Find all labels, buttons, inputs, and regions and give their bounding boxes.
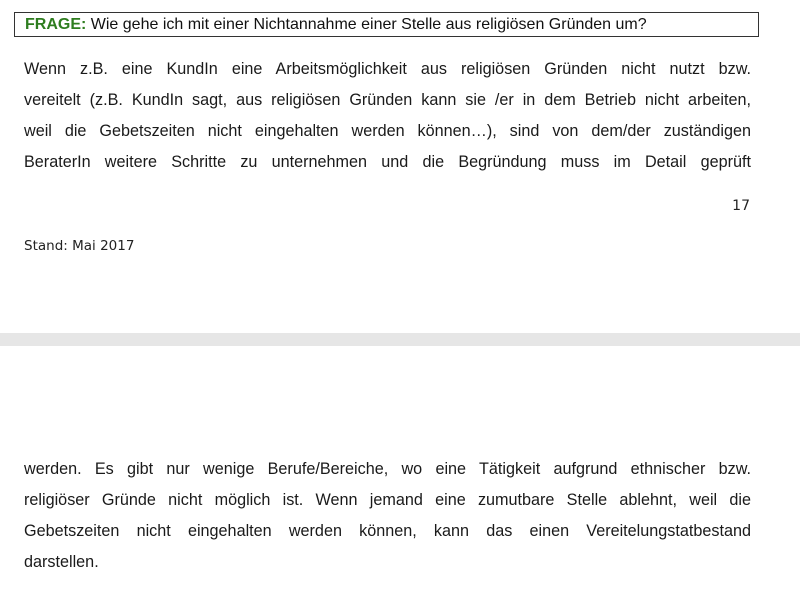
document-page-bottom bbox=[0, 346, 800, 593]
paragraph-line: Wenn z.B. eine KundIn eine Arbeitsmöglichkeit aus religiösen Gründen nicht nutzt bzw. bbox=[24, 60, 751, 78]
paragraph-line: weil die Gebetszeiten nicht eingehalten werden können…), sind von dem/der zuständigen bbox=[24, 122, 751, 140]
body-paragraph-2 bbox=[24, 454, 751, 578]
question-label: FRAGE: bbox=[25, 16, 87, 33]
paragraph-line: werden. Es gibt nur wenige Berufe/Bereiche, wo eine Tätigkeit aufgrund ethnischer bzw. bbox=[24, 460, 751, 478]
paragraph-line: BeraterIn weitere Schritte zu unternehmen und die Begründung muss im Detail geprüft bbox=[24, 153, 751, 171]
question-text: Wie gehe ich mit einer Nichtannahme einer Stelle aus religiösen Gründen um? bbox=[86, 16, 647, 33]
paragraph-line: darstellen. bbox=[24, 553, 99, 571]
page-separator bbox=[0, 333, 800, 346]
paragraph-line: Gebetszeiten nicht eingehalten werden können, kann das einen Vereitelungstatbestand bbox=[24, 522, 751, 540]
stand-date: Stand: Mai 2017 bbox=[24, 238, 135, 254]
paragraph-line: vereitelt (z.B. KundIn sagt, aus religiösen Gründen kann sie /er in dem Betrieb nicht arbeiten, bbox=[24, 91, 751, 109]
body-paragraph-1 bbox=[24, 54, 751, 178]
paragraph-line: religiöser Gründe nicht möglich ist. Wenn jemand eine zumutbare Stelle ablehnt, weil die bbox=[24, 491, 751, 509]
question-box bbox=[14, 12, 759, 37]
page-number: 17 bbox=[732, 198, 750, 214]
